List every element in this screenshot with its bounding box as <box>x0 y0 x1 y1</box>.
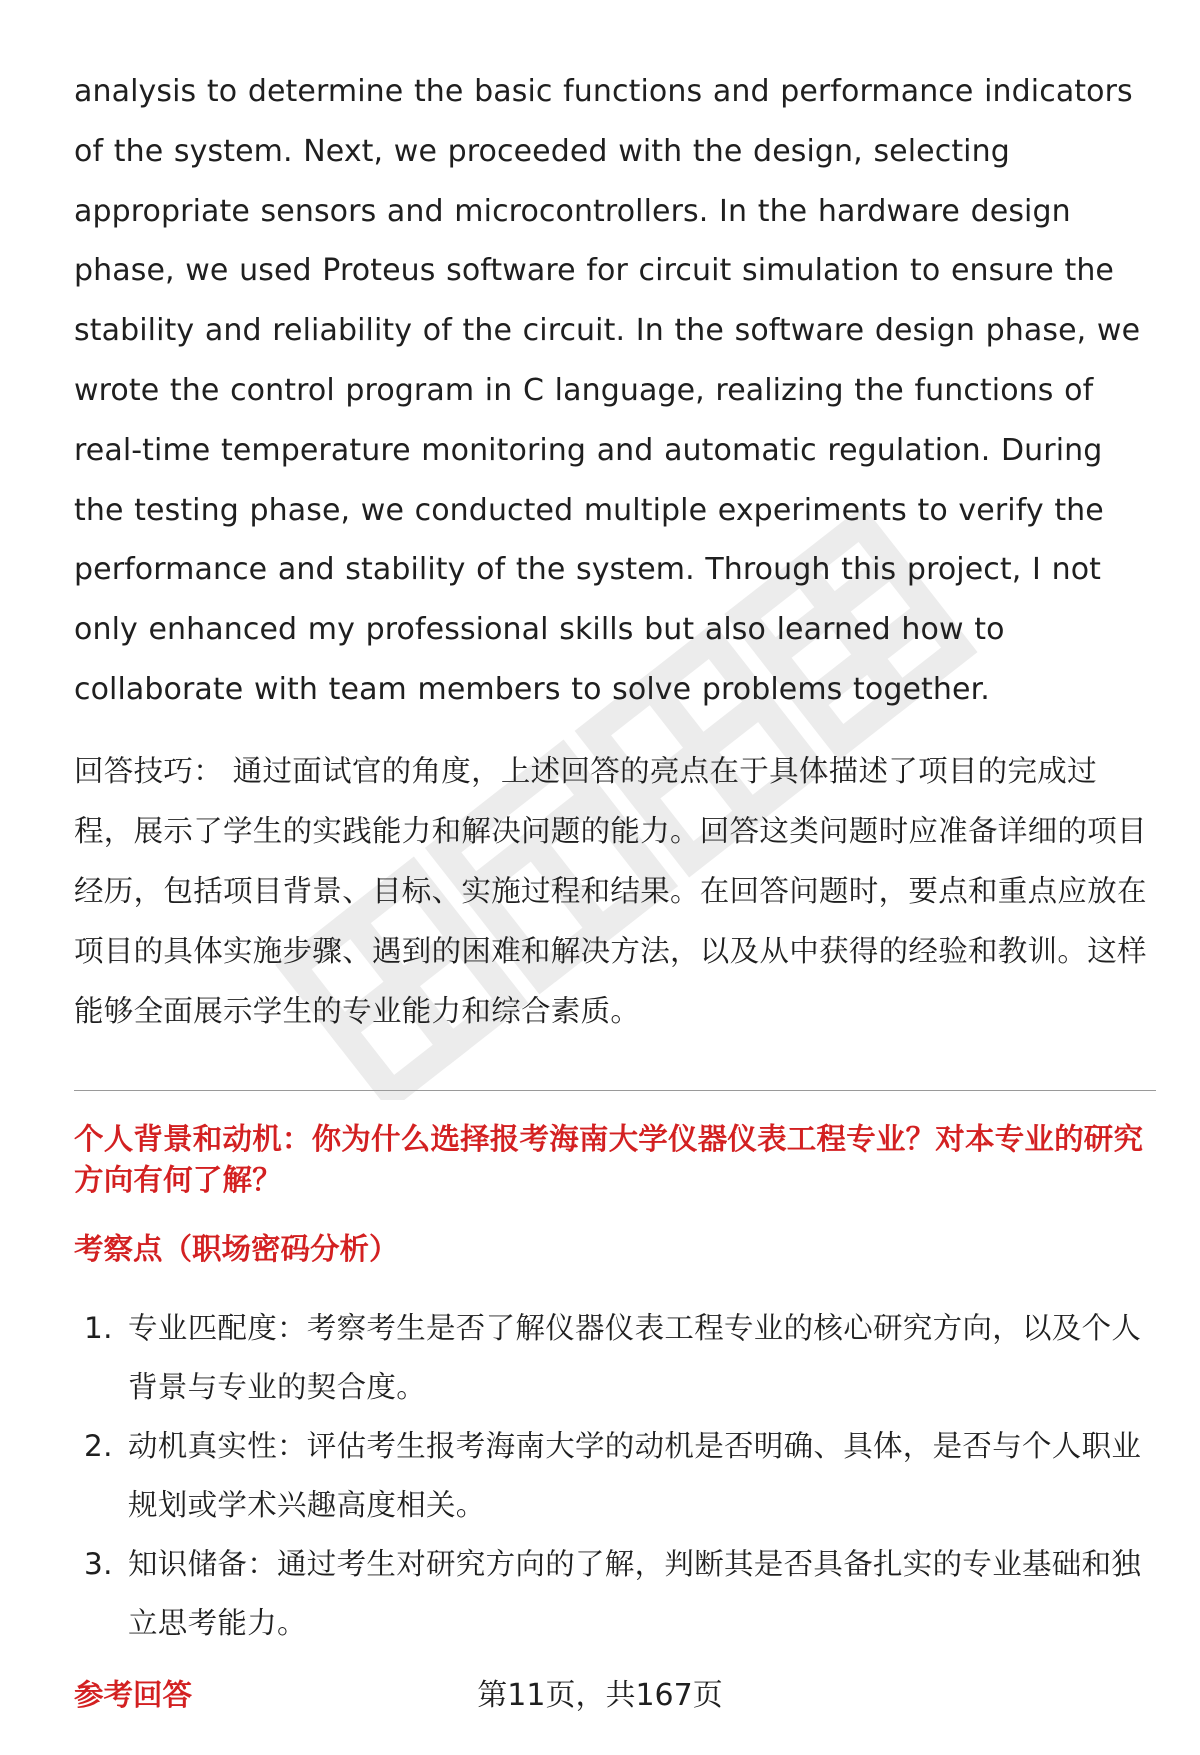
list-item <box>74 1417 1156 1535</box>
project-description-paragraph: analysis to determine the basic functions and performance indicators of the system. Next, we proceeded with the design, selecting appropriate sensors and microcontrollers. In the hardware design phase, we used Proteus software for circuit simulation to ensure the stability and reliability of the circuit. In the software design phase, we wrote the control program in C language, realizing the functions of real-time temperature monitoring and automatic regulation. During the testing phase, we conducted multiple experiments to verify the performance and stability of the system. Through this project, I not only enhanced my professional skills but also learned how to collaborate with team members to solve problems together. <box>74 74 1141 707</box>
list-item <box>74 1299 1156 1417</box>
answer-tips-paragraph: 回答技巧： 通过面试官的角度，上述回答的亮点在于具体描述了项目的完成过程，展示了学生的实践能力和解决问题的能力。回答这类问题时应准备详细的项目经历，包括项目背景、目标、实施过程和结果。在回答问题时，要点和重点应放在项目的具体实施步骤、遇到的困难和解决方法，以及从中获得的经验和教训。这样能够全面展示学生的专业能力和综合素质。 <box>74 753 1147 1028</box>
list-item-number: 2. <box>84 1428 113 1463</box>
list-item-number: 1. <box>84 1310 113 1345</box>
list-item-text: 动机真实性：评估考生报考海南大学的动机是否明确、具体，是否与个人职业规划或学术兴趣高度相关。 <box>128 1428 1142 1522</box>
list-item-text: 知识储备：通过考生对研究方向的了解，判断其是否具备扎实的专业基础和独立思考能力。 <box>128 1546 1142 1640</box>
focus-heading: 考察点（职场密码分析） <box>74 1231 399 1266</box>
section-divider <box>74 1090 1156 1091</box>
document-content <box>74 62 1156 1715</box>
focus-points-list <box>74 1299 1156 1653</box>
list-item-number: 3. <box>84 1546 113 1581</box>
list-item <box>74 1535 1156 1653</box>
page-footer: 第11页，共167页 <box>477 1678 723 1713</box>
question-title: 个人背景和动机：你为什么选择报考海南大学仪器仪表工程专业？对本专业的研究方向有何了解？ <box>74 1121 1144 1197</box>
list-item-text: 专业匹配度：考察考生是否了解仪器仪表工程专业的核心研究方向，以及个人背景与专业的契合度。 <box>128 1310 1142 1404</box>
reference-answer-heading: 参考回答 <box>74 1677 193 1712</box>
